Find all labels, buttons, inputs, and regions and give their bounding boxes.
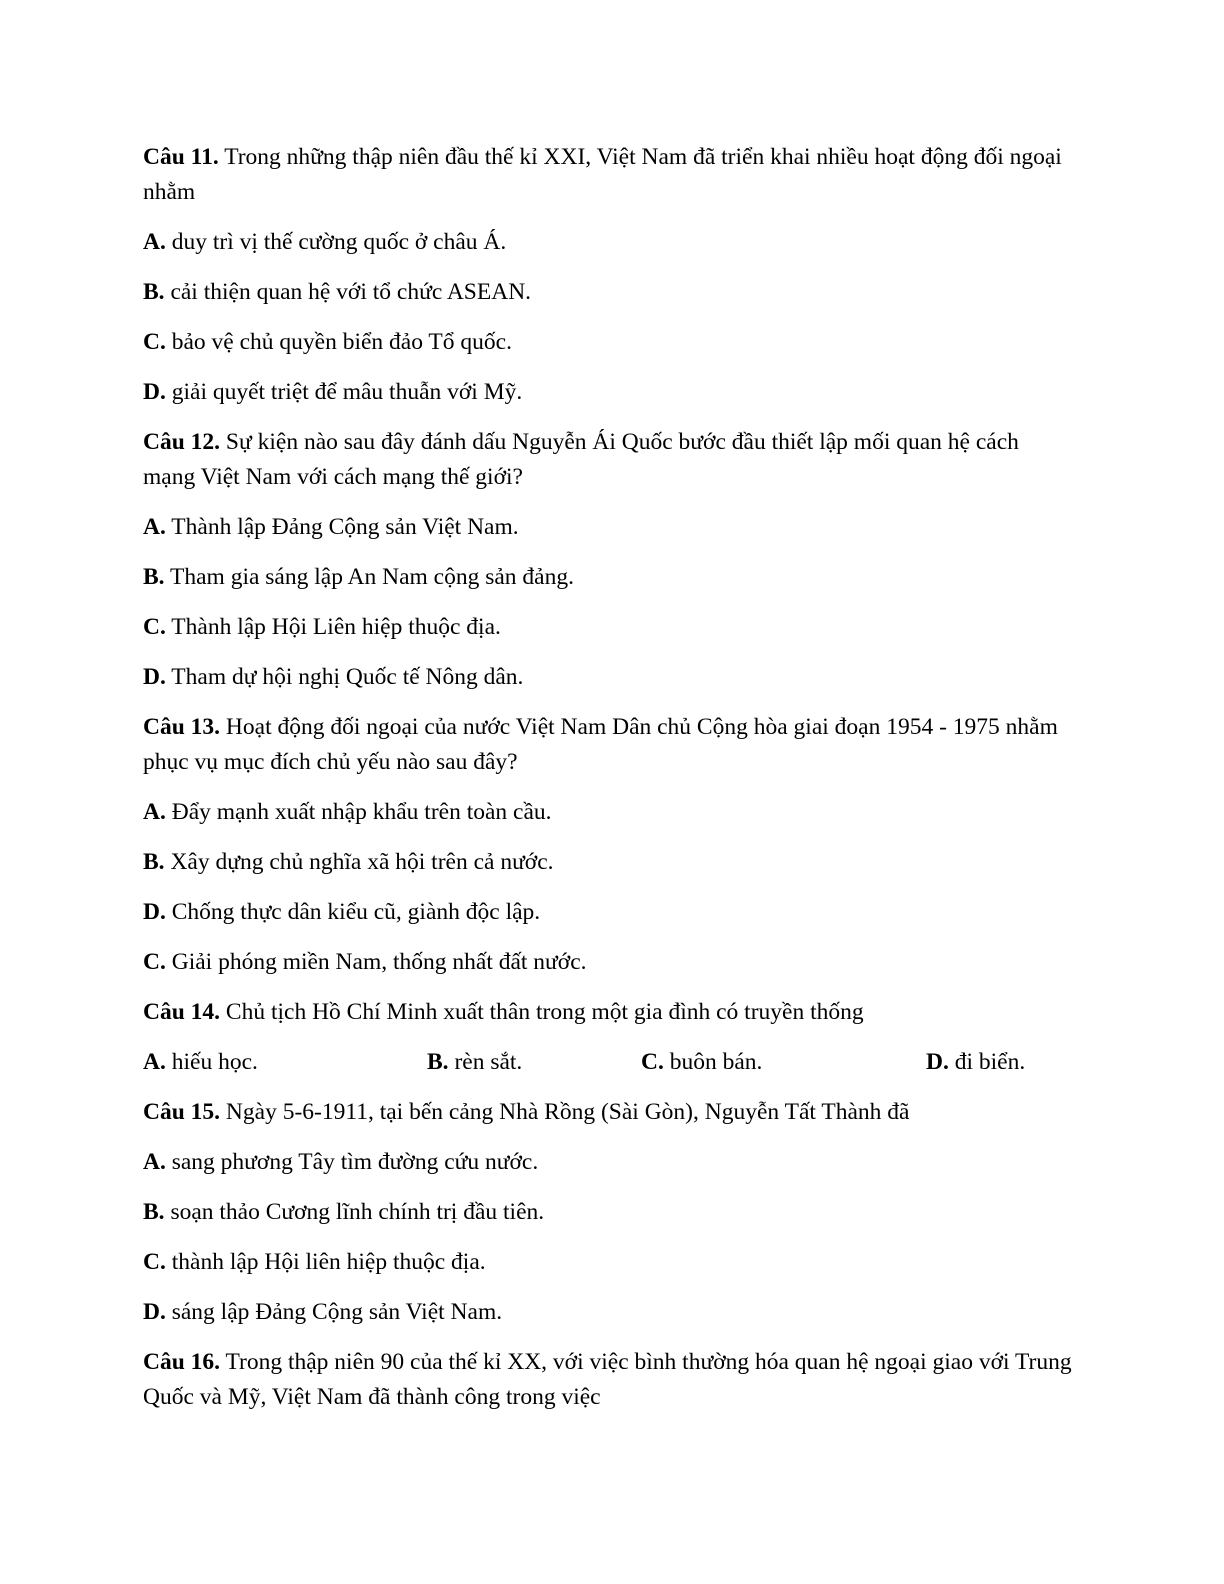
option-label: C. <box>143 1249 166 1275</box>
option-text: Giải phóng miền Nam, thống nhất đất nước. <box>165 949 587 975</box>
question-text: Ngày 5-6-1911, tại bến cảng Nhà Rồng (Sài Gòn), Nguyễn Tất Thành đã <box>220 1099 910 1125</box>
option-label: A. <box>143 514 166 540</box>
option-label: D. <box>143 1299 166 1325</box>
option-b <box>143 560 1073 595</box>
option-b <box>143 275 1073 310</box>
option-label: D. <box>143 664 166 690</box>
option-label: D. <box>143 899 166 925</box>
option-text: bảo vệ chủ quyền biển đảo Tổ quốc. <box>165 329 512 355</box>
option-label: C. <box>143 614 166 640</box>
question-text: Chủ tịch Hồ Chí Minh xuất thân trong một gia đình có truyền thống <box>220 999 864 1025</box>
option-text: Tham gia sáng lập An Nam cộng sản đảng. <box>164 564 574 590</box>
option-text: Chống thực dân kiểu cũ, giành độc lập. <box>165 899 541 925</box>
option-text: Thành lập Đảng Cộng sản Việt Nam. <box>165 514 519 540</box>
option-a <box>143 225 1073 260</box>
question-13 <box>143 710 1073 780</box>
question-label: Câu 11. <box>143 144 219 170</box>
question-text: Sự kiện nào sau đây đánh dấu Nguyễn Ái Quốc bước đầu thiết lập mối quan hệ cách mạng Việt Nam với cách mạng thế giới? <box>143 429 1019 490</box>
option-a <box>143 1145 1073 1180</box>
option-text: sang phương Tây tìm đường cứu nước. <box>165 1149 539 1175</box>
inline-options-row <box>143 1045 1073 1080</box>
option-label: B. <box>143 1199 165 1225</box>
option-text: sáng lập Đảng Cộng sản Việt Nam. <box>165 1299 503 1325</box>
question-15 <box>143 1095 1073 1130</box>
option-text: buôn bán. <box>663 1049 763 1075</box>
option-d <box>143 895 1073 930</box>
option-text: cải thiện quan hệ với tổ chức ASEAN. <box>164 279 532 305</box>
question-text: Trong thập niên 90 của thế kỉ XX, với việc bình thường hóa quan hệ ngoại giao với Trung Quốc và Mỹ, Việt Nam đã thành công trong việc <box>143 1349 1072 1410</box>
question-label: Câu 14. <box>143 999 221 1025</box>
question-label: Câu 15. <box>143 1099 221 1125</box>
question-12 <box>143 425 1073 495</box>
option-text: duy trì vị thế cường quốc ở châu Á. <box>165 229 507 255</box>
option-label: B. <box>143 564 165 590</box>
option-text: đi biển. <box>948 1049 1026 1075</box>
question-label: Câu 16. <box>143 1349 221 1375</box>
option-b <box>143 845 1073 880</box>
option-label: A. <box>143 1149 166 1175</box>
option-b <box>143 1195 1073 1230</box>
option-text: rèn sắt. <box>448 1049 523 1075</box>
question-text: Trong những thập niên đầu thế kỉ XXI, Việt Nam đã triển khai nhiều hoạt động đối ngoại nhằm <box>143 144 1062 205</box>
question-text: Hoạt động đối ngoại của nước Việt Nam Dân chủ Cộng hòa giai đoạn 1954 - 1975 nhằm phục vụ mục đích chủ yếu nào sau đây? <box>143 714 1058 775</box>
option-b <box>427 1045 522 1080</box>
option-text: Thành lập Hội Liên hiệp thuộc địa. <box>165 614 501 640</box>
option-text: soạn thảo Cương lĩnh chính trị đầu tiên. <box>164 1199 545 1225</box>
option-label: B. <box>143 279 165 305</box>
option-label: A. <box>143 799 166 825</box>
question-14 <box>143 995 1073 1030</box>
option-label: B. <box>427 1049 449 1075</box>
option-label: A. <box>143 1049 166 1075</box>
option-d <box>143 660 1073 695</box>
option-d <box>926 1045 1025 1080</box>
option-c <box>641 1045 762 1080</box>
option-text: thành lập Hội liên hiệp thuộc địa. <box>165 1249 486 1275</box>
option-d <box>143 375 1073 410</box>
option-label: C. <box>143 949 166 975</box>
option-c <box>143 325 1073 360</box>
option-label: C. <box>143 329 166 355</box>
option-a <box>143 1045 258 1080</box>
question-16 <box>143 1345 1073 1415</box>
option-c <box>143 945 1073 980</box>
option-text: giải quyết triệt để mâu thuẫn với Mỹ. <box>165 379 523 405</box>
option-a <box>143 510 1073 545</box>
exam-page <box>143 140 1073 1430</box>
option-label: D. <box>143 379 166 405</box>
option-label: D. <box>926 1049 949 1075</box>
question-11 <box>143 140 1073 210</box>
option-c <box>143 1245 1073 1280</box>
option-a <box>143 795 1073 830</box>
option-text: hiếu học. <box>165 1049 258 1075</box>
option-label: A. <box>143 229 166 255</box>
option-label: C. <box>641 1049 664 1075</box>
option-text: Đẩy mạnh xuất nhập khẩu trên toàn cầu. <box>165 799 552 825</box>
option-label: B. <box>143 849 165 875</box>
option-d <box>143 1295 1073 1330</box>
question-label: Câu 12. <box>143 429 221 455</box>
option-text: Tham dự hội nghị Quốc tế Nông dân. <box>165 664 524 690</box>
option-text: Xây dựng chủ nghĩa xã hội trên cả nước. <box>164 849 554 875</box>
question-label: Câu 13. <box>143 714 221 740</box>
option-c <box>143 610 1073 645</box>
